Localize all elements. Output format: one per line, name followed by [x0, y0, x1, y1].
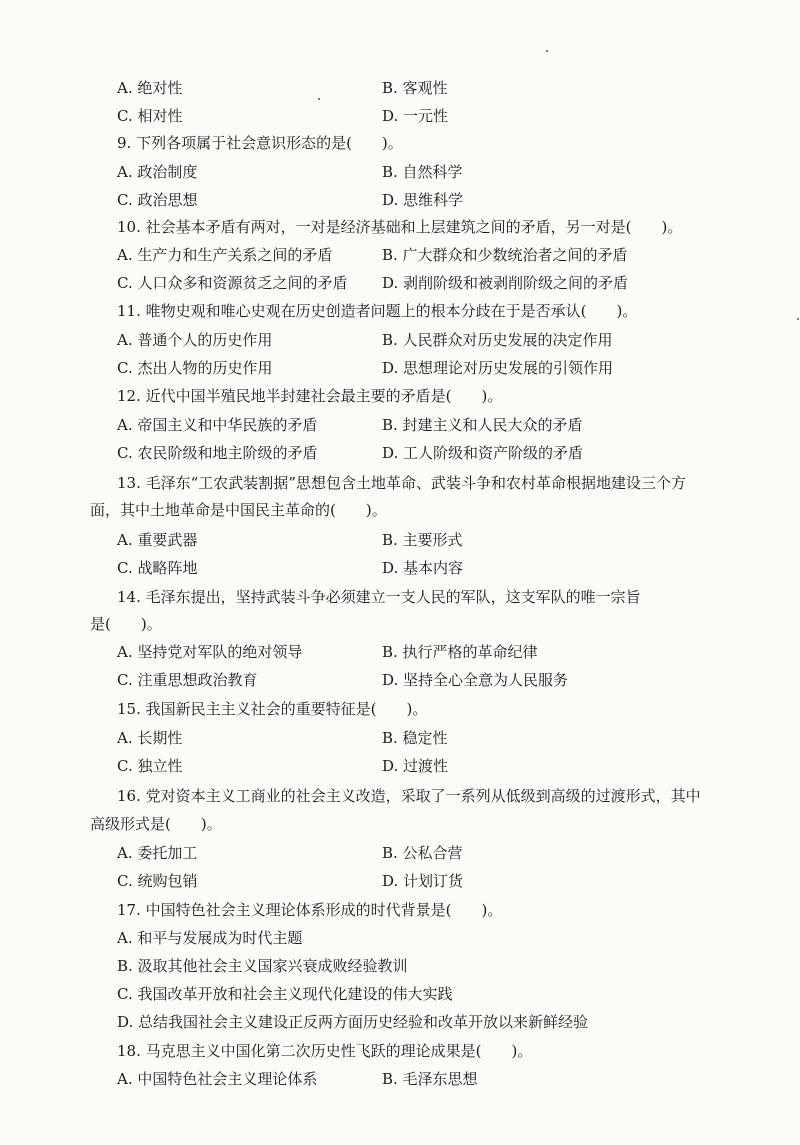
- q11-option-b: B. 人民群众对历史发展的决定作用: [382, 331, 613, 349]
- scan-speck: [546, 50, 548, 52]
- option-row: [0, 1009, 800, 1035]
- q18-option-b: B. 毛泽东思想: [382, 1070, 478, 1088]
- option-row: [0, 667, 800, 693]
- q12-option-a: A. 帝国主义和中华民族的矛盾: [117, 416, 318, 434]
- q17-option-d: D. 总结我国社会主义建设正反两方面历史经验和改革开放以来新鲜经验: [117, 1013, 589, 1031]
- option-row: [0, 440, 800, 466]
- q11-option-c: C. 杰出人物的历史作用: [117, 359, 273, 377]
- q9-stem: 9. 下列各项属于社会意识形态的是( )。: [117, 134, 403, 152]
- q13-option-a: A. 重要武器: [117, 531, 198, 549]
- q17-option-b: B. 汲取其他社会主义国家兴衰成败经验教训: [117, 957, 408, 975]
- q17-stem: 17. 中国特色社会主义理论体系形成的时代背景是( )。: [117, 901, 503, 919]
- option-row: [0, 159, 800, 185]
- q12-option-c: C. 农民阶级和地主阶级的矛盾: [117, 444, 318, 462]
- q16-option-b: B. 公私合营: [382, 844, 463, 862]
- q14-option-c: C. 注重思想政治教育: [117, 671, 258, 689]
- q10-option-a: A. 生产力和生产关系之间的矛盾: [117, 246, 333, 264]
- q15-option-b: B. 稳定性: [382, 729, 448, 747]
- option-row: [0, 327, 800, 353]
- q14-option-d: D. 坚持全心全意为人民服务: [382, 671, 569, 689]
- q18-option-a: A. 中国特色社会主义理论体系: [117, 1070, 318, 1088]
- option-row: [0, 103, 800, 129]
- scan-speck: [797, 318, 799, 320]
- option-row: [0, 527, 800, 553]
- option-row: [0, 187, 800, 213]
- q9-option-b: B. 自然科学: [382, 163, 463, 181]
- option-row: [0, 868, 800, 894]
- option-row: [0, 981, 800, 1007]
- q11-option-a: A. 普通个人的历史作用: [117, 331, 273, 349]
- q12-stem: 12. 近代中国半殖民地半封建社会最主要的矛盾是( )。: [117, 387, 503, 405]
- q14-option-a: A. 坚持党对军队的绝对领导: [117, 643, 303, 661]
- q18-stem: 18. 马克思主义中国化第二次历史性飞跃的理论成果是( )。: [117, 1042, 533, 1060]
- q8-option-b: B. 客观性: [382, 79, 448, 97]
- q16-stem-line2: 高级形式是( )。: [90, 815, 222, 833]
- q13-stem-line1: 13. 毛泽东“工农武装割据”思想包含土地革命、武装斗争和农村革命根据地建设三个方: [117, 474, 686, 492]
- q8-option-c: C. 相对性: [117, 107, 183, 125]
- q9-option-d: D. 思维科学: [382, 191, 464, 209]
- option-row: [0, 355, 800, 381]
- q11-stem: 11. 唯物史观和唯心史观在历史创造者问题上的根本分歧在于是否承认( )。: [117, 302, 638, 320]
- q14-stem-line2: 是( )。: [90, 615, 162, 633]
- q13-stem-line2: 面，其中土地革命是中国民主革命的( )。: [90, 501, 387, 519]
- option-row: [0, 725, 800, 751]
- q15-stem: 15. 我国新民主主义社会的重要特征是( )。: [117, 700, 428, 718]
- q15-option-c: C. 独立性: [117, 757, 183, 775]
- q9-option-c: C. 政治思想: [117, 191, 198, 209]
- q14-option-b: B. 执行严格的革命纪律: [382, 643, 538, 661]
- q10-stem: 10. 社会基本矛盾有两对，一对是经济基础和上层建筑之间的矛盾，另一对是( )。: [117, 218, 683, 236]
- option-row: [0, 75, 800, 101]
- q16-option-a: A. 委托加工: [117, 844, 198, 862]
- q15-option-a: A. 长期性: [117, 729, 183, 747]
- q9-option-a: A. 政治制度: [117, 163, 198, 181]
- option-row: [0, 639, 800, 665]
- q13-option-b: B. 主要形式: [382, 531, 463, 549]
- q12-option-b: B. 封建主义和人民大众的矛盾: [382, 416, 583, 434]
- option-row: [0, 555, 800, 581]
- q17-option-a: A. 和平与发展成为时代主题: [117, 929, 303, 947]
- option-row: [0, 953, 800, 979]
- option-row: [0, 840, 800, 866]
- option-row: [0, 1066, 800, 1092]
- option-row: [0, 753, 800, 779]
- q10-option-b: B. 广大群众和少数统治者之间的矛盾: [382, 246, 628, 264]
- q13-option-c: C. 战略阵地: [117, 559, 198, 577]
- q15-option-d: D. 过渡性: [382, 757, 449, 775]
- q17-option-c: C. 我国改革开放和社会主义现代化建设的伟大实践: [117, 985, 453, 1003]
- q11-option-d: D. 思想理论对历史发展的引领作用: [382, 359, 614, 377]
- q13-option-d: D. 基本内容: [382, 559, 464, 577]
- q8-option-d: D. 一元性: [382, 107, 449, 125]
- option-row: [0, 412, 800, 438]
- q16-option-c: C. 统购包销: [117, 872, 198, 890]
- q16-option-d: D. 计划订货: [382, 872, 464, 890]
- option-row: [0, 242, 800, 268]
- q16-stem-line1: 16. 党对资本主义工商业的社会主义改造，采取了一系列从低级到高级的过渡形式，其中: [117, 787, 701, 805]
- q10-option-c: C. 人口众多和资源贫乏之间的矛盾: [117, 274, 348, 292]
- option-row: [0, 925, 800, 951]
- option-row: [0, 270, 800, 296]
- q10-option-d: D. 剥削阶级和被剥削阶级之间的矛盾: [382, 274, 629, 292]
- q12-option-d: D. 工人阶级和资产阶级的矛盾: [382, 444, 584, 462]
- q14-stem-line1: 14. 毛泽东提出，坚持武装斗争必须建立一支人民的军队，这支军队的唯一宗旨: [117, 588, 641, 606]
- q8-option-a: A. 绝对性: [117, 79, 183, 97]
